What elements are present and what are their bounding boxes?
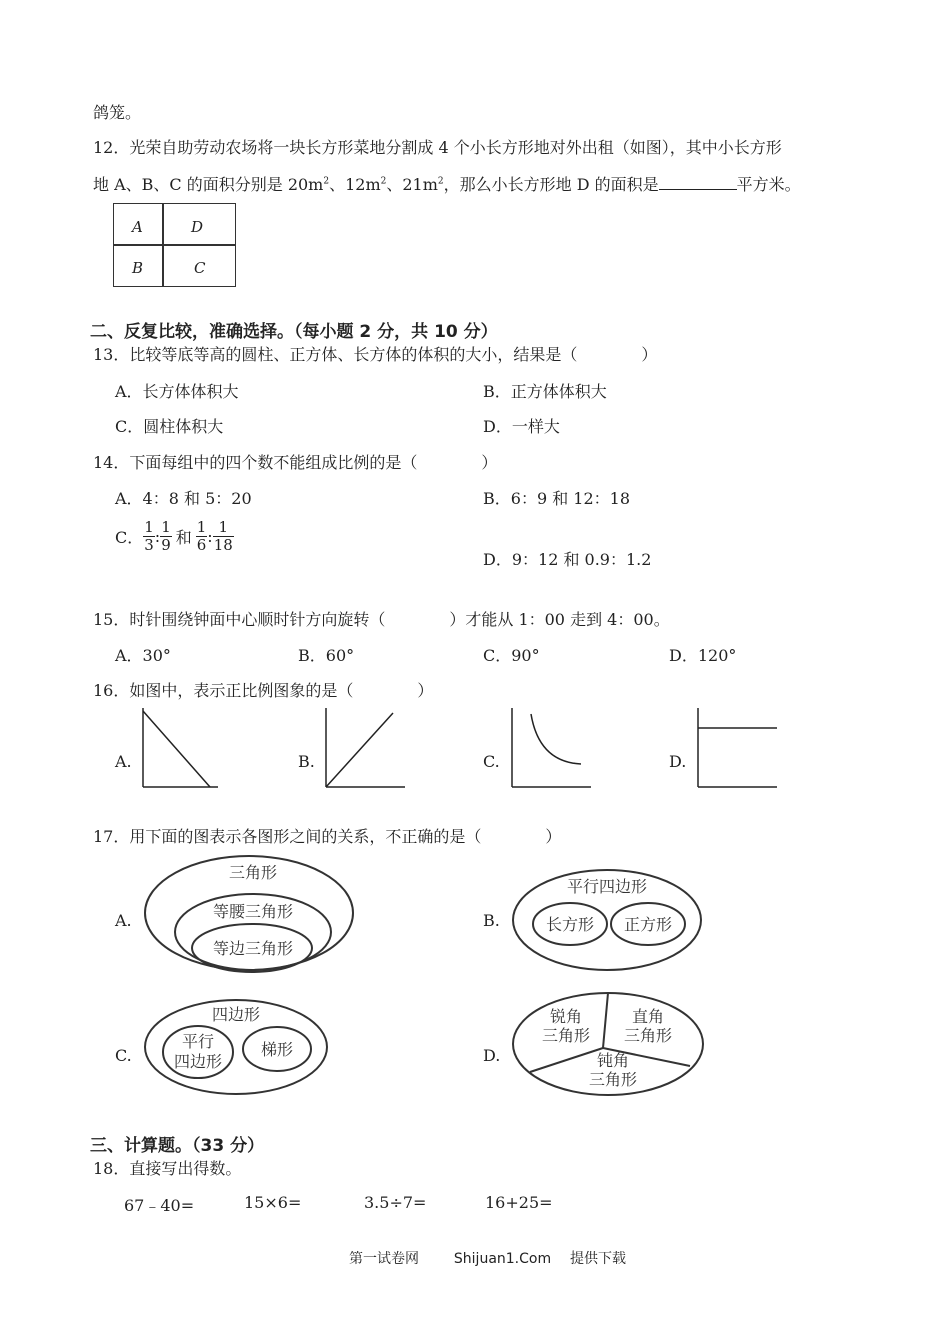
q12-line1: 12．光荣自助劳动农场将一块长方形菜地分割成 4 个小长方形地对外出租（如图），其中小长方形 (93, 138, 782, 157)
q14-stem: 14．下面每组中的四个数不能组成比例的是（ ） (93, 453, 498, 472)
fraction: $\frac{1}{9}$ (161, 518, 171, 554)
graph-a-decreasing-line (140, 708, 220, 790)
q16-option-c[interactable]: C. (483, 752, 500, 771)
q14-option-a[interactable]: A．4：8 和 5：20 (115, 489, 252, 508)
diagram-b-label-rectangle: 长方形 (545, 915, 595, 934)
calc-item-2: 15×6= (244, 1193, 302, 1212)
diagram-c-label-quadrilateral: 四边形 (211, 1005, 261, 1024)
q18-stem: 18．直接写出得数。 (93, 1159, 242, 1178)
graph-c-curve (509, 708, 594, 790)
diagram-d-label-obtuse-triangle: 三角形 (588, 1070, 638, 1089)
q12-line2: 地 A、B、C 的面积分别是 $20m^2$、$12m^2$、$21m^2$，那么小长方形地 D 的面积是 平方米。 (93, 175, 801, 194)
q17-option-d[interactable]: D. (483, 1046, 501, 1065)
graph-b-proportional-line (323, 708, 408, 790)
calc-item-4: 16+25= (485, 1193, 553, 1212)
q16-option-d[interactable]: D. (669, 752, 687, 771)
answer-blank[interactable] (659, 175, 737, 190)
fraction: $\frac{1}{18}$ (213, 518, 233, 554)
q15-stem: 15．时针围绕钟面中心顺时针方向旋转（ ）才能从 1：00 走到 4：00。 (93, 610, 670, 629)
diagram-b-label-square: 正方形 (623, 915, 673, 934)
field-grid-diagram (113, 203, 236, 287)
footer (349, 1248, 626, 1268)
diagram-d-label-acute: 锐角 (549, 1007, 583, 1026)
cell-d-label: D (191, 218, 204, 236)
diagram-a-label-isosceles: 等腰三角形 (212, 902, 294, 921)
diagram-d-label-right-triangle: 三角形 (623, 1026, 673, 1045)
cell-c-label: C (194, 259, 206, 277)
venn-diagram-d (510, 990, 706, 1098)
q16-stem: 16．如图中，表示正比例图象的是（ ） (93, 681, 434, 700)
venn-diagram-c (142, 996, 332, 1098)
q13-option-c[interactable]: C．圆柱体积大 (115, 417, 224, 436)
footer-site: 第一试卷网 (349, 1251, 419, 1267)
cell-b-label: B (132, 259, 144, 277)
diagram-b-label-parallelogram: 平行四边形 (566, 877, 648, 896)
fraction: $\frac{1}{6}$ (196, 518, 207, 554)
q17-option-c[interactable]: C. (115, 1046, 132, 1065)
section-2-title: 二、反复比较，准确选择。（每小题 2 分，共 10 分） (90, 322, 498, 342)
q15-option-b[interactable]: B．60° (298, 646, 355, 665)
calc-item-3: 3.5÷7= (364, 1193, 427, 1212)
diagram-a-label-equilateral: 等边三角形 (212, 939, 294, 958)
fraction: $\frac{1}{3}$ (144, 518, 154, 554)
q14-option-b[interactable]: B．6：9 和 12：18 (483, 489, 631, 508)
diagram-c-label-parallel: 平行 (181, 1032, 215, 1051)
graph-d-horizontal-line (695, 708, 780, 790)
section-3-title: 三、计算题。（33 分） (90, 1136, 265, 1156)
q13-stem: 13．比较等底等高的圆柱、正方体、长方体的体积的大小，结果是（ ） (93, 345, 658, 364)
q17-stem: 17．用下面的图表示各图形之间的关系，不正确的是（ ） (93, 827, 562, 846)
q15-option-c[interactable]: C．90° (483, 646, 540, 665)
continuation-text: 鸽笼。 (93, 103, 142, 122)
q14-option-c[interactable]: C． $\frac{1}{3}$ : $\frac{1}{9}$ 和 $\frac{1}{6}$ : $\frac{1}{18}$ (115, 518, 233, 554)
venn-diagram-a (143, 853, 358, 973)
q15-option-d[interactable]: D．120° (669, 646, 737, 665)
venn-diagram-b (510, 866, 705, 974)
q17-option-a[interactable]: A. (115, 911, 132, 930)
q16-option-a[interactable]: A. (115, 752, 132, 771)
q13-option-d[interactable]: D．一样大 (483, 417, 560, 436)
q16-option-b[interactable]: B. (298, 752, 315, 771)
diagram-a-label-triangle: 三角形 (228, 863, 278, 882)
q15-option-a[interactable]: A．30° (115, 646, 171, 665)
q14-option-d[interactable]: D．9：12 和 0.9：1.2 (483, 550, 652, 569)
diagram-c-label-trapezoid: 梯形 (260, 1040, 294, 1059)
q17-option-b[interactable]: B. (483, 911, 500, 930)
footer-note: 提供下载 (570, 1251, 627, 1267)
diagram-c-label-quadrilateral-inner: 四边形 (173, 1052, 223, 1071)
q13-option-a[interactable]: A．长方体体积大 (115, 382, 239, 401)
diagram-d-label-right: 直角 (631, 1007, 665, 1026)
diagram-d-label-acute-triangle: 三角形 (541, 1026, 591, 1045)
q13-option-b[interactable]: B．正方体体积大 (483, 382, 607, 401)
footer-domain[interactable]: Shijuan1.Com (453, 1251, 552, 1267)
calc-item-1: 67﹣40= (124, 1196, 195, 1215)
diagram-d-label-obtuse: 钝角 (596, 1051, 630, 1070)
cell-a-label: A (132, 218, 143, 236)
